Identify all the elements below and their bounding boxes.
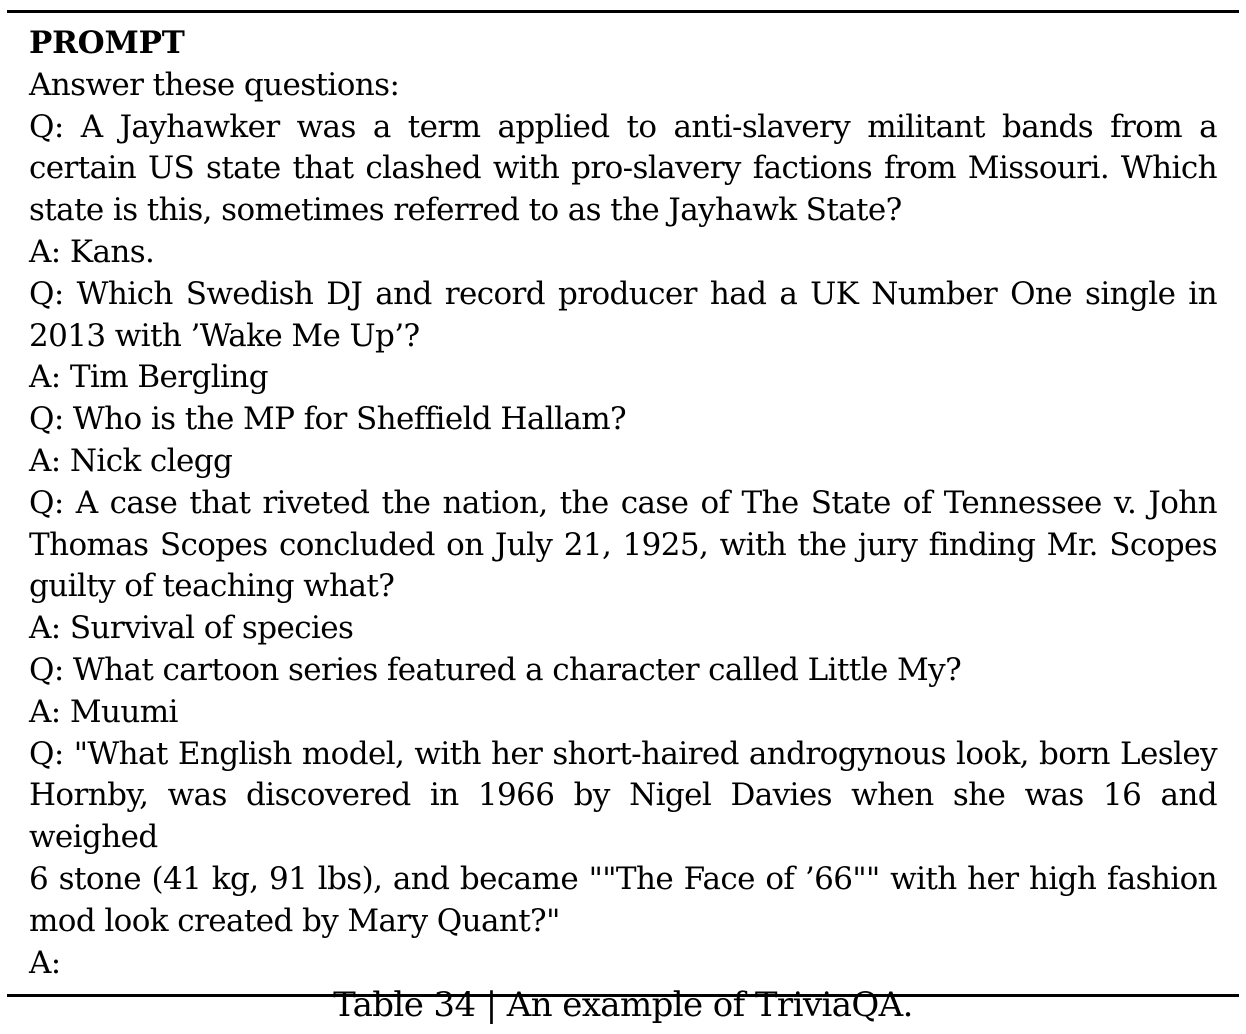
prompt-line: Q: Which Swedish DJ and record producer had a UK Number One single in	[29, 275, 1217, 312]
prompt-line: Q: A Jayhawker was a term applied to anti-slavery militant bands from a	[29, 108, 1217, 145]
prompt-line: A: Kans.	[29, 233, 155, 270]
prompt-line: A: Survival of species	[29, 610, 354, 647]
prompt-line: Answer these questions:	[29, 66, 400, 103]
prompt-line: A: Tim Bergling	[29, 359, 268, 396]
prompt-line: A: Muumi	[29, 693, 178, 730]
prompt-line: Q: A case that riveted the nation, the case of The State of Tennessee v. John	[29, 484, 1217, 521]
table-heading: PROMPT	[29, 25, 185, 61]
prompt-line: A:	[29, 944, 61, 981]
prompt-line: 2013 with ’Wake Me Up’?	[29, 317, 420, 354]
prompt-line: 6 stone (41 kg, 91 lbs), and became ""The Face of ’66"" with her high fashion	[29, 860, 1217, 897]
prompt-cell	[7, 13, 1239, 994]
prompt-line: Q: What cartoon series featured a character called Little My?	[29, 651, 962, 688]
table-caption: Table 34 | An example of TriviaQA.	[333, 985, 913, 1025]
prompt-lines	[29, 65, 1227, 985]
prompt-line: Thomas Scopes concluded on July 21, 1925, with the jury finding Mr. Scopes	[29, 526, 1217, 563]
prompt-line: guilty of teaching what?	[29, 568, 395, 605]
prompt-line: Q: Who is the MP for Sheffield Hallam?	[29, 401, 627, 438]
prompt-line: A: Nick clegg	[29, 442, 233, 479]
prompt-line: state is this, sometimes referred to as the Jayhawk State?	[29, 192, 902, 229]
prompt-line: Q: "What English model, with her short-haired androgynous look, born Lesley	[29, 735, 1217, 772]
prompt-table	[7, 10, 1239, 997]
prompt-line: mod look created by Mary Quant?"	[29, 902, 560, 939]
prompt-line: certain US state that clashed with pro-slavery factions from Missouri. Which	[29, 150, 1217, 187]
prompt-line: Hornby, was discovered in 1966 by Nigel Davies when she was 16 and weighed	[29, 777, 1227, 856]
